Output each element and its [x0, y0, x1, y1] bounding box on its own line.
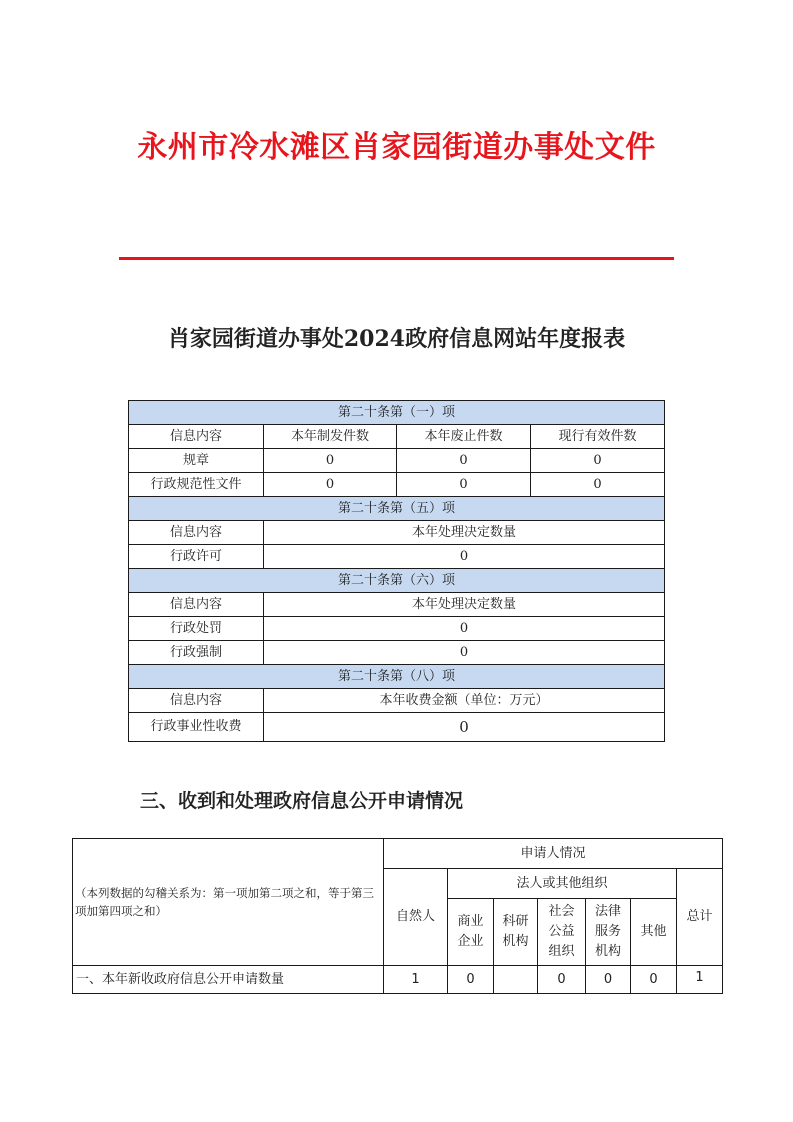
column-header-row	[129, 593, 665, 617]
table-row	[129, 641, 665, 665]
cell-value: 0	[264, 617, 665, 641]
report-title: 肖家园街道办事处2024政府信息网站年度报表	[167, 326, 626, 352]
total-value: 1	[677, 966, 723, 994]
balance-note: （本列数据的勾稽关系为：第一项加第二项之和，等于第三项加第四项之和）	[73, 839, 384, 966]
section-header-row	[129, 665, 665, 689]
row-label: 行政事业性收费	[129, 713, 264, 742]
regulations-table	[128, 400, 665, 742]
natural-person-header: 自然人	[384, 869, 448, 966]
row-label: 规章	[129, 449, 264, 473]
cell-value: 0	[397, 473, 531, 497]
table-row	[129, 473, 665, 497]
column-header: 本年废止件数	[397, 425, 531, 449]
document-header-title: 永州市冷水滩区肖家园街道办事处文件	[137, 130, 656, 165]
table-row	[129, 713, 665, 742]
legal-entity-header: 法人或其他组织	[448, 869, 677, 899]
research-value	[494, 966, 538, 994]
cell-value: 0	[264, 473, 397, 497]
row-label: 行政规范性文件	[129, 473, 264, 497]
applications-table	[72, 838, 723, 994]
cell-value: 0	[531, 449, 665, 473]
table-row	[129, 449, 665, 473]
legal-service-header: 法律 服务 机构	[586, 899, 631, 966]
section-title: 第二十条第（一）项	[129, 401, 665, 425]
table-row	[129, 617, 665, 641]
natural-person-value: 1	[384, 966, 448, 994]
section-header-row	[129, 497, 665, 521]
commercial-value: 0	[448, 966, 494, 994]
red-divider-line	[119, 257, 674, 260]
row-label: 行政强制	[129, 641, 264, 665]
cell-value: 0	[264, 641, 665, 665]
row-label: 行政许可	[129, 545, 264, 569]
section-title: 第二十条第（六）项	[129, 569, 665, 593]
column-header-row	[129, 425, 665, 449]
row-label: 一、本年新收政府信息公开申请数量	[73, 966, 384, 994]
column-header: 本年处理决定数量	[264, 521, 665, 545]
column-header: 本年制发件数	[264, 425, 397, 449]
section-header-row	[129, 569, 665, 593]
table-row	[73, 966, 723, 994]
column-header: 本年收费金额（单位：万元）	[264, 689, 665, 713]
column-header: 信息内容	[129, 425, 264, 449]
section-header-row	[129, 401, 665, 425]
commercial-header: 商业 企业	[448, 899, 494, 966]
column-header: 信息内容	[129, 689, 264, 713]
row-label: 行政处罚	[129, 617, 264, 641]
cell-value: 0	[264, 713, 665, 742]
other-value: 0	[631, 966, 677, 994]
section-heading: 三、收到和处理政府信息公开申请情况	[140, 790, 464, 812]
cell-value: 0	[264, 545, 665, 569]
section-title: 第二十条第（八）项	[129, 665, 665, 689]
cell-value: 0	[264, 449, 397, 473]
section-title: 第二十条第（五）项	[129, 497, 665, 521]
column-header: 现行有效件数	[531, 425, 665, 449]
research-header: 科研 机构	[494, 899, 538, 966]
other-header: 其他	[631, 899, 677, 966]
applicant-header: 申请人情况	[384, 839, 723, 869]
column-header: 信息内容	[129, 521, 264, 545]
legal-service-value: 0	[586, 966, 631, 994]
column-header-row	[129, 521, 665, 545]
public-welfare-header: 社会 公益 组织	[538, 899, 586, 966]
header-row	[73, 839, 723, 869]
total-header: 总计	[677, 869, 723, 966]
table-row	[129, 545, 665, 569]
cell-value: 0	[531, 473, 665, 497]
column-header: 信息内容	[129, 593, 264, 617]
column-header: 本年处理决定数量	[264, 593, 665, 617]
cell-value: 0	[397, 449, 531, 473]
column-header-row	[129, 689, 665, 713]
public-welfare-value: 0	[538, 966, 586, 994]
